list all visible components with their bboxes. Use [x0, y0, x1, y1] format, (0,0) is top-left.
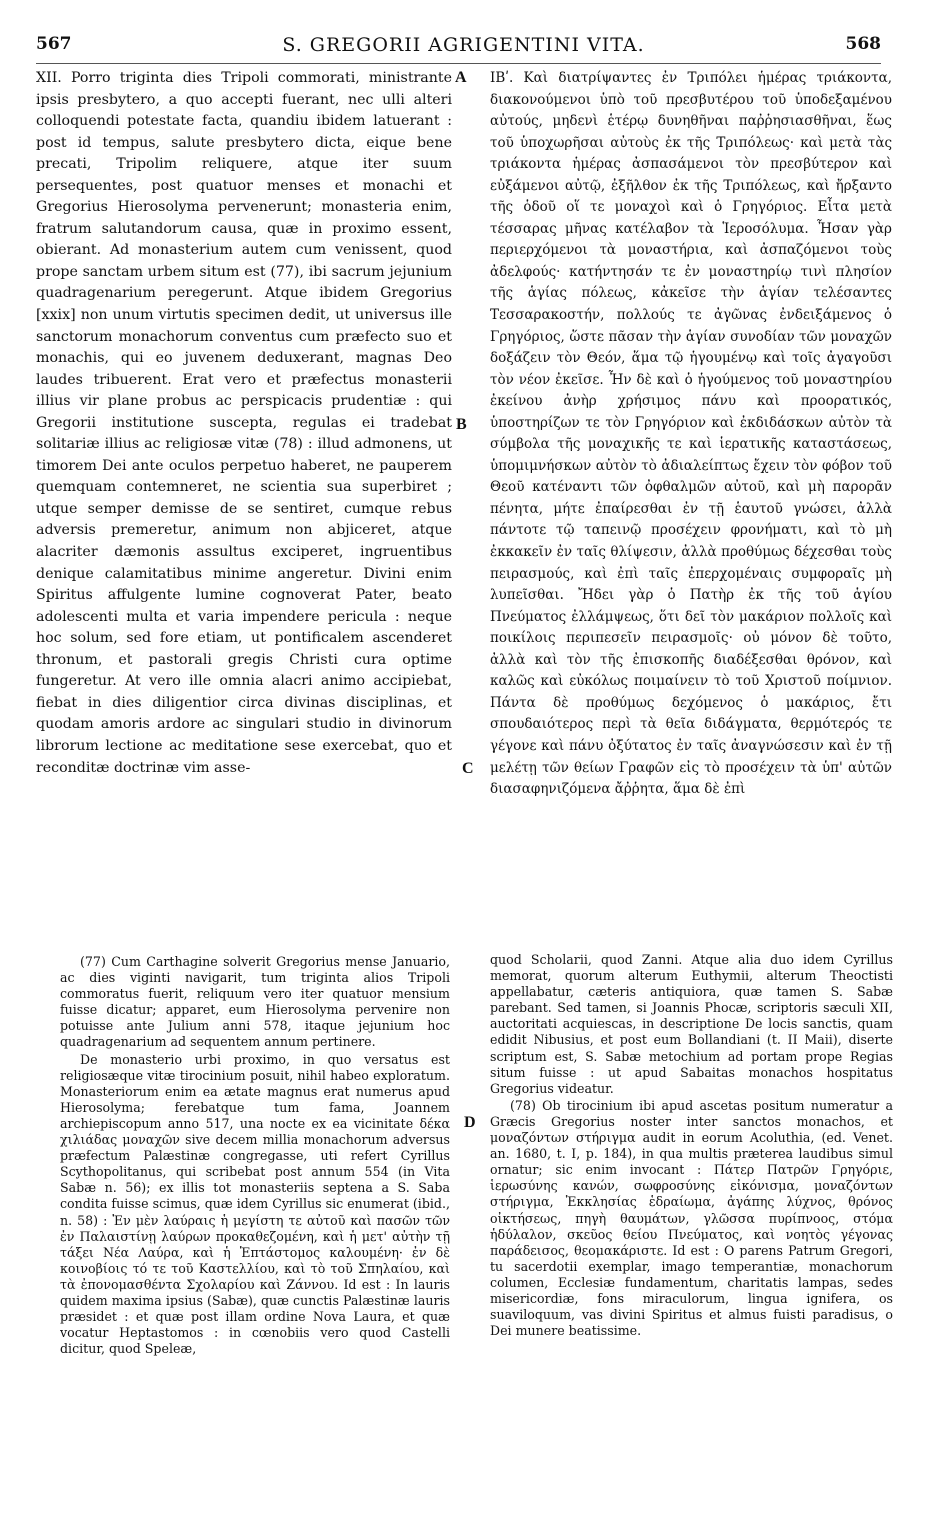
footnote-78: (78) Ob tirocinium ibi apud ascetas positum numeratur a Græcis Gregorius noster inter sanctos monachos, et μοναζόντων στήριγμα audit in eorum Acoluthia, (ed. Venet. an. 1680, t. I, p. 184), in qua multis præterea laudibus simul ornatur; sic enim invocant : Πάτερ Πατρῶν Γρηγόριε, ἱερωσύνης κανών, σωφροσύνης εἰκόνισμα, μοναζόντων στήριγμα, Ἐκκλησίας ἑδραίωμα, ἀγάπης λύχνος, θρόνος οἰκτήσεως, πηγὴ θαυμάτων, γλῶσσα πυρίπνοος, στόμα ἡδύλαλον, σκεῦος θείου Πνεύματος, καὶ νοητὸς γέγονας παράδεισος, θεομακάριστε. Id est : O parens Patrum Gregori, tu sacerdotii exemplar, imago temperantiæ, monachorum columen, Ecclesiæ fundamentum, charitatis lampas, sedes misericordiæ, fons miraculorum, lingua ignifera, os suaviloquum, vas divini Spiritus et almus fuisti paradisus, o Dei munere beatissime. [490, 1097, 893, 1339]
header-rule [36, 63, 881, 64]
page-number-right: 568 [845, 34, 881, 54]
footnote-continuation: quod Scholarii, quod Zanni. Atque alia duo idem Cyrillus memorat, quorum alterum Euthymii, alterum Theoctisti appellabatur, cæteris antiquiora, quæ tamen S. Sabæ parebant. Sed tamen, si Joannis Phocæ, scriptoris sæculi XII, auctoritati acquiescas, in descriptione De locis sanctis, quam edidit Nibusius, et post eum Bollandiani (t. II Maii), diserte scriptum est, S. Sabæ metochium ad portam prope Regias situm fuisse : ut apud Sabaitas monachos hospitatus Gregorius videatur. [490, 952, 893, 1096]
margin-letter-d: D [464, 1114, 476, 1131]
footnotes-right [490, 952, 893, 1512]
footnote-77: (77) Cum Carthagine solverit Gregorius mense Januario, ac dies viginti navigarit, tum triginta alios Tripoli commoratus fuerit, reliquum vero iter quatuor mensium fuisse dicatur; apparet, eum Hierosolyma pervenire non potuisse ante Julium anni 578, itaque jejunium hoc quadragenarium ad sequentem annum pertinere. [60, 954, 450, 1050]
footnote-paragraph: De monasterio urbi proximo, in quo versatus est religiosæque vitæ tirocinium posuit, nihil habeo exploratum. Monasteriorum enim ea ætate magnus erat numerus apud Hierosolyma; ferebatque tum fama, Joannem archiepiscopum anno 517, una nocte ex ea vicinitate δέκα χιλιάδας μοναχῶν sive decem millia monachorum adversus præfectum Palæstinæ congregasse, uti refert Cyrillus Scythopolitanus, qui scribebat post annum 554 (in Vita Sabæ n. 56); ex illis tot monasteriis septena a S. Saba condita fuisse scimus, quæ idem Cyrillus sic enumerat (ibid., n. 58) : Ἐν μὲν λαύραις ἡ μεγίστη τε αὐτοῦ καὶ πασῶν τῶν ἐν Παλαιστίνῃ λαύρων προκαθεζομένη, καὶ ἡ μετ' αὐτὴν τῇ τάξει Νέα Λαύρα, καὶ ἡ Ἑπτάστομος καλουμένη· ἐν δὲ κοινοβίοις τό τε τοῦ Καστελλίου, καὶ τὸ τοῦ Σπηλαίου, καὶ τὰ ἐπονομασθέντα Σχολαρίου καὶ Ζάννου. Id est : In lauris quidem maxima ipsius (Sabæ), quæ cunctis Palæstinæ lauris præsidet : et quæ post illam ordine Nova Laura, et quæ vocatur Heptastomos : in cœnobiis vero quod Castelli dicitur, quod Speleæ, [60, 1051, 450, 1357]
greek-column [490, 68, 892, 930]
running-header [0, 34, 927, 64]
page-number-left: 567 [36, 34, 72, 54]
margin-letter-a: A [455, 69, 467, 86]
greek-paragraph: ΙΒʹ. Καὶ διατρίψαντες ἐν Τριπόλει ἡμέρας τριάκοντα, διακονούμενοι ὑπὸ τοῦ πρεσβυτέρου τοῦ ὑποδεξαμένου αὐτούς, μηδενὶ ἑτέρῳ δυνηθῆναι παῤῥησιασθῆναι, ἕως τοῦ ὑποχωρῆσαι αὐτοὺς ἐκ τῆς Τριπόλεως· καὶ μετὰ τὰς τριάκοντα ἡμέρας ἀσπασάμενοι τὸν πρεσβύτερον καὶ εὐξάμενοι αὐτῷ, ἐξῆλθον ἐκ τῆς Τριπόλεως, καὶ ἤρξαντο τῆς ὁδοῦ οἵ τε μοναχοὶ καὶ ὁ Γρηγόριος. Εἶτα μετὰ τέσσαρας μῆνας κατέλαβον τὰ Ἱεροσόλυμα. Ἦσαν γὰρ περιερχόμενοι τὰ μοναστήρια, καὶ ἀσπαζόμενοι τοὺς ἀδελφούς· κατήντησάν τε ἐν μοναστηρίῳ τινὶ πλησίον τῆς ἁγίας πόλεως, κἀκεῖσε τὴν ἁγίαν τελέσαντες Τεσσαρακοστήν, πολλούς τε ἀγῶνας ἐνδειξάμενος ὁ Γρηγόριος, ὥστε πᾶσαν τὴν ἁγίαν συνοδίαν τῶν μοναχῶν δοξάζειν τὸν Θεόν, ἅμα τῷ ἡγουμένῳ καὶ τοῖς ἀγαγοῦσι τὸν νέον ἐκεῖσε. Ἦν δὲ καὶ ὁ ἡγούμενος τοῦ μοναστηρίου ἐκείνου ἀνὴρ χρήσιμος πάνυ καὶ προορατικός, ὑποστηρίζων τε τὸν Γρηγόριον καὶ ἐκδιδάσκων αὐτὸν τὰ σύμβολα τῆς μοναχικῆς τε καὶ ἱερατικῆς καταστάσεως, ὑπομιμνήσκων αὐτὸν τὸ ἀδιαλείπτως ἔχειν τὸν φόβον τοῦ Θεοῦ κατέναντι τῶν ὀφθαλμῶν αὐτοῦ, καὶ μὴ παρορᾶν πένητα, μήτε ἐπαίρεσθαι ἐν τῇ ἑαυτοῦ γνώσει, ἀλλὰ πάντοτε τῷ ταπεινῷ προσέχειν φρονήματι, καὶ τὸ μὴ ἐκκακεῖν ἐν ταῖς θλίψεσιν, ἀλλὰ προθύμως δέχεσθαι τοὺς πειρασμούς, καὶ ἐπὶ ταῖς ἐπερχομέναις συμφοραῖς μὴ λυπεῖσθαι. Ἤδει γὰρ ὁ Πατὴρ ἐκ τῆς τοῦ ἁγίου Πνεύματος ἐλλάμψεως, ὅτι δεῖ τὸν μακάριον πολλοῖς καὶ ποικίλοις περιπεσεῖν πειρασμοῖς· οὐ μόνον δὲ τοῦτο, ἀλλὰ καὶ τὸν τῆς ἐπισκοπῆς διαδέξεσθαι θρόνον, καὶ καλῶς καὶ εὐκόλως ποιμαίνειν τὸ τοῦ Χριστοῦ ποίμνιον. Πάντα δὲ προθύμως δεχόμενος ὁ μακάριος, ἔτι σπουδαιότερος περὶ τὰ θεῖα διδάγματα, θερμότερός τε γέγονε καὶ πάνυ ὀξύτατος ἐν ταῖς ἀναγνώσεσιν καὶ ἐν τῇ μελέτῃ τῶν θείων Γραφῶν εἰς τὸ προσέχειν τὰ ὑπ' αὐτῶν διασαφηνιζόμενα ἄῤῥητα, ἅμα δὲ ἐπὶ [490, 70, 892, 798]
running-title: S. GREGORII AGRIGENTINI VITA. [282, 34, 645, 56]
latin-column [36, 68, 452, 930]
footnotes-left [60, 954, 450, 1514]
latin-paragraph: XII. Porro triginta dies Tripoli commorati, ministrante ipsis presbytero, a quo accepti fuerant, nec ulli alteri colloquendi potestate facta, quandiu ibidem latuerant : post id tempus, salute presbytero dicta, eique bene precati, Tripolim reliquere, atque iter suum persequentes, post quatuor menses et monachi et Gregorius Hierosolyma pervenerunt; monasteria enim, fratrum salutandorum causa, quæ in proximo essent, obierant. Ad monasterium autem cum venissent, quod prope sanctam urbem situm est (77), ibi sacrum jejunium quadragenarium peregerunt. Atque ibidem Gregorius [xxix] non unum virtutis specimen dedit, ut universus ille sanctorum monachorum conventus cum præfecto suo et monachis, qui eo juvenem deduxerant, magnas Deo laudes tribuerent. Erat vero et præfectus monasterii illius vir plane probus ac perspicacis prudentiæ : qui Gregorii institutione suscepta, regulas ei tradebat solitariæ illius ac religiosæ vitæ (78) : illud admonens, ut timorem Dei ante oculos perpetuo haberet, ne pauperem quemquam contemneret, ne scientia sua superbiret ; utque semper demisse de se sentiret, cumque rebus adversis premeretur, animum non abjiceret, atque alacriter dæmonis assultus exciperet, ingruentibus denique calamitatibus minime angeretur. Divini enim Spiritus affulgente lumine cognoverat Pater, beato adolescenti multa et varia impendere pericula : neque hoc solum, sed fore etiam, ut pontificalem ascenderet thronum, et pastorali gregis Christi cura optime fungeretur. At vero ille omnia alacri animo accipiebat, fiebat in dies diligentior circa divinas disciplinas, et quodam amoris ardore ac singulari studio in divinorum librorum lectione ac meditatione sese exercebat, quo et reconditæ doctrinæ vim asse- [36, 70, 452, 776]
margin-letter-b: B [456, 416, 467, 433]
margin-letter-c: C [462, 760, 474, 777]
